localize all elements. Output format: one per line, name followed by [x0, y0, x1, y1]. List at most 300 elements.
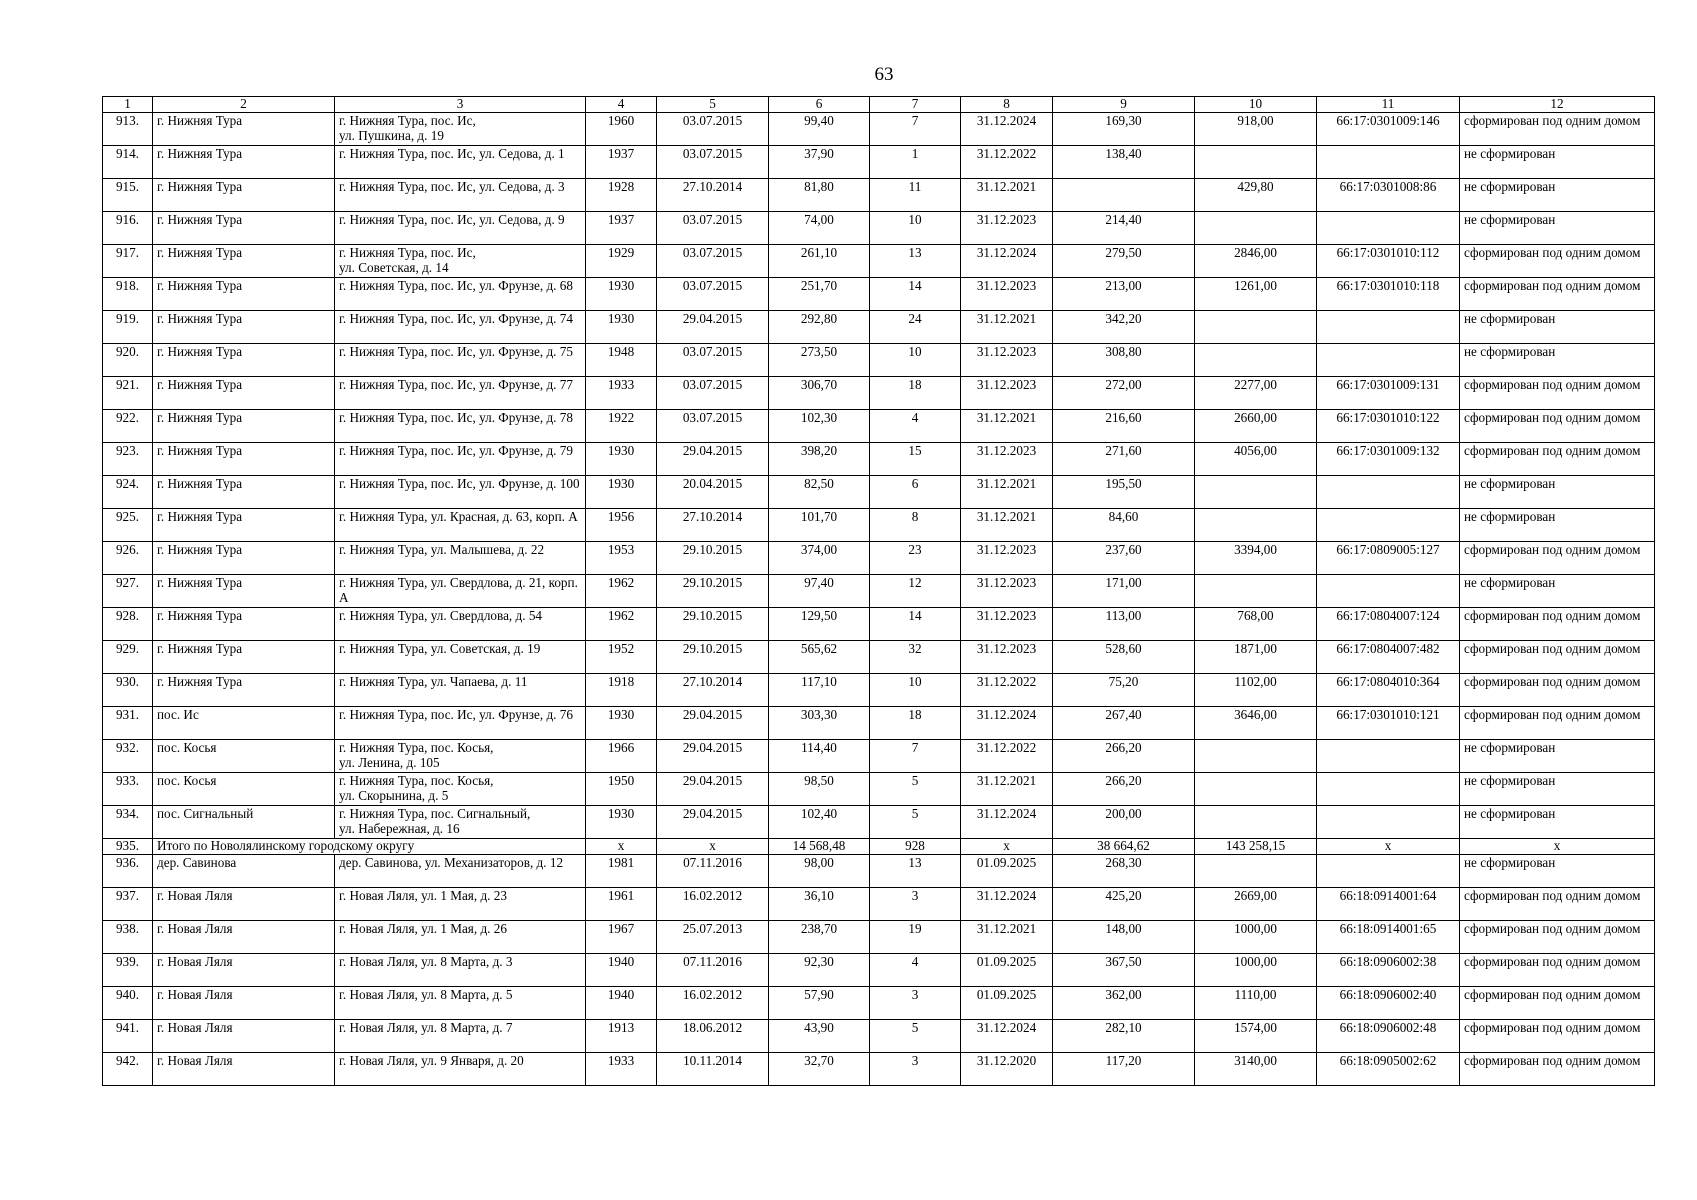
row-number-cell: 922. — [103, 410, 153, 443]
resettlement-deadline-cell: 31.12.2022 — [961, 674, 1053, 707]
residents-count-cell: 18 — [870, 707, 961, 740]
column-9-value-cell: 84,60 — [1053, 509, 1195, 542]
column-9-value-cell: 213,00 — [1053, 278, 1195, 311]
table-row — [103, 707, 1655, 740]
row-number-cell: 915. — [103, 179, 153, 212]
settlement-cell: г. Нижняя Тура — [153, 443, 335, 476]
settlement-cell: г. Нижняя Тура — [153, 410, 335, 443]
area-cell: 102,40 — [769, 806, 870, 839]
land-plot-status-cell: сформирован под одним домом — [1460, 608, 1655, 641]
land-area-cell — [1195, 740, 1317, 773]
area-cell: 273,50 — [769, 344, 870, 377]
row-number-cell: 938. — [103, 921, 153, 954]
land-plot-status-cell: не сформирован — [1460, 806, 1655, 839]
column-9-value-cell: 425,20 — [1053, 888, 1195, 921]
area-cell: 114,40 — [769, 740, 870, 773]
row-number-cell: 937. — [103, 888, 153, 921]
resettlement-deadline-cell: 31.12.2023 — [961, 542, 1053, 575]
row-number-cell: 931. — [103, 707, 153, 740]
resettlement-deadline-cell: 01.09.2025 — [961, 855, 1053, 888]
address-cell: г. Нижняя Тура, пос. Косья, ул. Скорынина, д. 5 — [335, 773, 586, 806]
table-row — [103, 542, 1655, 575]
land-plot-status-cell: не сформирован — [1460, 179, 1655, 212]
column-9-value-cell: 362,00 — [1053, 987, 1195, 1020]
table-row — [103, 146, 1655, 179]
area-cell: 98,00 — [769, 855, 870, 888]
land-plot-status-cell: не сформирован — [1460, 311, 1655, 344]
column-9-value-cell: 169,30 — [1053, 113, 1195, 146]
residents-count-cell: 11 — [870, 179, 961, 212]
column-header: 10 — [1195, 97, 1317, 113]
cadastral-number-cell — [1317, 773, 1460, 806]
address-cell: дер. Савинова, ул. Механизаторов, д. 12 — [335, 855, 586, 888]
address-cell: г. Нижняя Тура, пос. Ис, ул. Фрунзе, д. 68 — [335, 278, 586, 311]
area-cell: 92,30 — [769, 954, 870, 987]
column-header: 9 — [1053, 97, 1195, 113]
column-9-value-cell: 216,60 — [1053, 410, 1195, 443]
row-number-cell: 936. — [103, 855, 153, 888]
row-number-cell: 920. — [103, 344, 153, 377]
housing-register-table — [102, 96, 1655, 1086]
settlement-cell: г. Новая Ляля — [153, 1020, 335, 1053]
cadastral-number-cell: 66:18:0905002:62 — [1317, 1053, 1460, 1086]
column-9-value-cell: 279,50 — [1053, 245, 1195, 278]
settlement-cell: пос. Косья — [153, 740, 335, 773]
residents-count-cell: 3 — [870, 888, 961, 921]
recognition-date-cell: 03.07.2015 — [657, 245, 769, 278]
address-cell: г. Нижняя Тура, ул. Красная, д. 63, корп. А — [335, 509, 586, 542]
row-number-cell: 941. — [103, 1020, 153, 1053]
row-number-cell: 932. — [103, 740, 153, 773]
column-header: 1 — [103, 97, 153, 113]
table-row — [103, 806, 1655, 839]
table-row — [103, 443, 1655, 476]
resettlement-deadline-cell: 31.12.2024 — [961, 806, 1053, 839]
table-row — [103, 245, 1655, 278]
area-cell: 57,90 — [769, 987, 870, 1020]
table-row — [103, 575, 1655, 608]
table-row — [103, 888, 1655, 921]
recognition-date-cell: 03.07.2015 — [657, 410, 769, 443]
column-9-value-cell: 113,00 — [1053, 608, 1195, 641]
settlement-cell: г. Новая Ляля — [153, 987, 335, 1020]
row-number-cell: 924. — [103, 476, 153, 509]
recognition-date-cell: 29.04.2015 — [657, 311, 769, 344]
row-number-cell: 923. — [103, 443, 153, 476]
cadastral-number-cell — [1317, 212, 1460, 245]
settlement-cell: г. Нижняя Тура — [153, 311, 335, 344]
residents-count-cell: 10 — [870, 344, 961, 377]
address-cell: г. Нижняя Тура, пос. Ис, ул. Седова, д. 3 — [335, 179, 586, 212]
cadastral-number-cell: 66:17:0804007:124 — [1317, 608, 1460, 641]
land-area-cell: 1000,00 — [1195, 954, 1317, 987]
recognition-date-cell: 25.07.2013 — [657, 921, 769, 954]
settlement-cell: г. Нижняя Тура — [153, 542, 335, 575]
cadastral-number-cell — [1317, 476, 1460, 509]
land-area-cell — [1195, 212, 1317, 245]
table-row — [103, 1053, 1655, 1086]
address-cell: г. Нижняя Тура, ул. Свердлова, д. 54 — [335, 608, 586, 641]
year-built-cell: 1940 — [586, 954, 657, 987]
resettlement-deadline-cell: 31.12.2023 — [961, 212, 1053, 245]
address-cell: г. Новая Ляля, ул. 1 Мая, д. 23 — [335, 888, 586, 921]
recognition-date-cell: 29.04.2015 — [657, 707, 769, 740]
residents-total-cell: 928 — [870, 839, 961, 855]
column-9-value-cell: 195,50 — [1053, 476, 1195, 509]
address-cell: г. Нижняя Тура, пос. Ис, ул. Фрунзе, д. 76 — [335, 707, 586, 740]
area-cell: 117,10 — [769, 674, 870, 707]
area-cell: 81,80 — [769, 179, 870, 212]
settlement-cell: пос. Сигнальный — [153, 806, 335, 839]
recognition-date-cell: 29.04.2015 — [657, 740, 769, 773]
residents-count-cell: 7 — [870, 740, 961, 773]
recognition-date-cell: 27.10.2014 — [657, 509, 769, 542]
land-area-cell — [1195, 344, 1317, 377]
resettlement-deadline-cell: 01.09.2025 — [961, 954, 1053, 987]
address-cell: г. Нижняя Тура, пос. Ис, ул. Седова, д. 9 — [335, 212, 586, 245]
recognition-date-cell: 16.02.2012 — [657, 888, 769, 921]
land-area-cell — [1195, 146, 1317, 179]
recognition-date-cell: x — [657, 839, 769, 855]
area-cell: 565,62 — [769, 641, 870, 674]
settlement-cell: г. Нижняя Тура — [153, 179, 335, 212]
column-header: 3 — [335, 97, 586, 113]
land-plot-status-cell: не сформирован — [1460, 575, 1655, 608]
resettlement-deadline-cell: 31.12.2021 — [961, 773, 1053, 806]
row-number-cell: 917. — [103, 245, 153, 278]
address-cell: г. Нижняя Тура, пос. Сигнальный, ул. Набережная, д. 16 — [335, 806, 586, 839]
column-9-value-cell: 266,20 — [1053, 740, 1195, 773]
residents-count-cell: 5 — [870, 1020, 961, 1053]
land-area-cell: 4056,00 — [1195, 443, 1317, 476]
table-row — [103, 278, 1655, 311]
residents-count-cell: 13 — [870, 245, 961, 278]
cadastral-number-cell: 66:17:0301010:118 — [1317, 278, 1460, 311]
land-area-cell — [1195, 575, 1317, 608]
year-built-cell: 1930 — [586, 707, 657, 740]
land-plot-status-cell: сформирован под одним домом — [1460, 1053, 1655, 1086]
residents-count-cell: 6 — [870, 476, 961, 509]
column-9-value-cell: 171,00 — [1053, 575, 1195, 608]
column-9-value-cell — [1053, 179, 1195, 212]
table-row — [103, 608, 1655, 641]
land-plot-status-cell: не сформирован — [1460, 509, 1655, 542]
land-area-cell: 429,80 — [1195, 179, 1317, 212]
area-cell: 97,40 — [769, 575, 870, 608]
residents-count-cell: 10 — [870, 674, 961, 707]
resettlement-deadline-cell: 31.12.2021 — [961, 179, 1053, 212]
cadastral-number-cell: 66:18:0906002:48 — [1317, 1020, 1460, 1053]
column-9-value-cell: 237,60 — [1053, 542, 1195, 575]
settlement-cell: г. Нижняя Тура — [153, 278, 335, 311]
column-header: 5 — [657, 97, 769, 113]
total-row — [103, 839, 1655, 855]
residents-count-cell: 32 — [870, 641, 961, 674]
area-cell: 74,00 — [769, 212, 870, 245]
total-label-cell: Итого по Новолялинскому городскому округу — [153, 839, 586, 855]
resettlement-deadline-cell: 31.12.2022 — [961, 146, 1053, 179]
recognition-date-cell: 27.10.2014 — [657, 179, 769, 212]
year-built-cell: 1918 — [586, 674, 657, 707]
cadastral-number-cell: 66:18:0906002:38 — [1317, 954, 1460, 987]
column-9-value-cell: 342,20 — [1053, 311, 1195, 344]
land-area-cell — [1195, 311, 1317, 344]
cadastral-number-cell — [1317, 740, 1460, 773]
row-number-cell: 929. — [103, 641, 153, 674]
land-area-cell — [1195, 509, 1317, 542]
cadastral-number-cell: 66:17:0301008:86 — [1317, 179, 1460, 212]
settlement-cell: г. Нижняя Тура — [153, 377, 335, 410]
row-number-cell: 927. — [103, 575, 153, 608]
table-row — [103, 855, 1655, 888]
table-row — [103, 509, 1655, 542]
land-plot-status-cell: сформирован под одним домом — [1460, 641, 1655, 674]
cadastral-number-cell — [1317, 344, 1460, 377]
row-number-cell: 939. — [103, 954, 153, 987]
table-row — [103, 476, 1655, 509]
table-row — [103, 179, 1655, 212]
residents-count-cell: 14 — [870, 278, 961, 311]
recognition-date-cell: 29.10.2015 — [657, 575, 769, 608]
table-row — [103, 212, 1655, 245]
settlement-cell: г. Новая Ляля — [153, 954, 335, 987]
row-number-cell: 921. — [103, 377, 153, 410]
column-9-value-cell: 138,40 — [1053, 146, 1195, 179]
settlement-cell: г. Нижняя Тура — [153, 575, 335, 608]
land-plot-status-cell: сформирован под одним домом — [1460, 278, 1655, 311]
land-plot-status-cell: сформирован под одним домом — [1460, 888, 1655, 921]
recognition-date-cell: 03.07.2015 — [657, 146, 769, 179]
cadastral-number-cell — [1317, 575, 1460, 608]
resettlement-deadline-cell: x — [961, 839, 1053, 855]
address-cell: г. Нижняя Тура, ул. Малышева, д. 22 — [335, 542, 586, 575]
address-cell: г. Нижняя Тура, пос. Ис, ул. Фрунзе, д. 78 — [335, 410, 586, 443]
year-built-cell: 1953 — [586, 542, 657, 575]
land-area-cell: 1261,00 — [1195, 278, 1317, 311]
resettlement-deadline-cell: 31.12.2020 — [961, 1053, 1053, 1086]
settlement-cell: г. Нижняя Тура — [153, 476, 335, 509]
resettlement-deadline-cell: 31.12.2023 — [961, 608, 1053, 641]
column-9-value-cell: 75,20 — [1053, 674, 1195, 707]
column-9-value-cell: 266,20 — [1053, 773, 1195, 806]
recognition-date-cell: 20.04.2015 — [657, 476, 769, 509]
table-row — [103, 773, 1655, 806]
year-built-cell: 1967 — [586, 921, 657, 954]
column-9-value-cell: 268,30 — [1053, 855, 1195, 888]
year-built-cell: 1962 — [586, 608, 657, 641]
area-cell: 37,90 — [769, 146, 870, 179]
row-number-cell: 935. — [103, 839, 153, 855]
column-9-value-cell: 214,40 — [1053, 212, 1195, 245]
residents-count-cell: 5 — [870, 773, 961, 806]
row-number-cell: 934. — [103, 806, 153, 839]
address-cell: г. Нижняя Тура, пос. Ис, ул. Фрунзе, д. 75 — [335, 344, 586, 377]
cadastral-number-cell: 66:17:0301009:131 — [1317, 377, 1460, 410]
column-number-header-row — [103, 97, 1655, 113]
cadastral-number-cell: 66:17:0804007:482 — [1317, 641, 1460, 674]
resettlement-deadline-cell: 31.12.2023 — [961, 641, 1053, 674]
land-plot-status-cell: сформирован под одним домом — [1460, 542, 1655, 575]
area-cell: 303,30 — [769, 707, 870, 740]
resettlement-deadline-cell: 31.12.2021 — [961, 509, 1053, 542]
land-plot-status-cell: сформирован под одним домом — [1460, 954, 1655, 987]
year-built-cell: 1930 — [586, 278, 657, 311]
area-cell: 43,90 — [769, 1020, 870, 1053]
column-header: 7 — [870, 97, 961, 113]
column-9-value-cell: 367,50 — [1053, 954, 1195, 987]
area-cell: 101,70 — [769, 509, 870, 542]
residents-count-cell: 13 — [870, 855, 961, 888]
recognition-date-cell: 29.10.2015 — [657, 641, 769, 674]
cadastral-number-cell — [1317, 806, 1460, 839]
residents-count-cell: 5 — [870, 806, 961, 839]
address-cell: г. Новая Ляля, ул. 8 Марта, д. 5 — [335, 987, 586, 1020]
address-cell: г. Новая Ляля, ул. 9 Января, д. 20 — [335, 1053, 586, 1086]
column-9-value-cell: 267,40 — [1053, 707, 1195, 740]
residents-count-cell: 4 — [870, 410, 961, 443]
cadastral-number-cell — [1317, 311, 1460, 344]
residents-count-cell: 19 — [870, 921, 961, 954]
year-built-cell: 1928 — [586, 179, 657, 212]
land-area-cell — [1195, 806, 1317, 839]
recognition-date-cell: 16.02.2012 — [657, 987, 769, 1020]
residents-count-cell: 3 — [870, 1053, 961, 1086]
column-9-value-cell: 117,20 — [1053, 1053, 1195, 1086]
land-plot-status-cell: сформирован под одним домом — [1460, 245, 1655, 278]
recognition-date-cell: 27.10.2014 — [657, 674, 769, 707]
area-cell: 398,20 — [769, 443, 870, 476]
residents-count-cell: 24 — [870, 311, 961, 344]
settlement-cell: г. Новая Ляля — [153, 921, 335, 954]
address-cell: г. Нижняя Тура, пос. Ис, ул. Пушкина, д. 19 — [335, 113, 586, 146]
resettlement-deadline-cell: 31.12.2023 — [961, 377, 1053, 410]
address-cell: г. Новая Ляля, ул. 8 Марта, д. 7 — [335, 1020, 586, 1053]
row-number-cell: 942. — [103, 1053, 153, 1086]
cadastral-number-cell — [1317, 146, 1460, 179]
address-cell: г. Новая Ляля, ул. 8 Марта, д. 3 — [335, 954, 586, 987]
year-built-cell: 1933 — [586, 1053, 657, 1086]
resettlement-deadline-cell: 31.12.2022 — [961, 740, 1053, 773]
table-row — [103, 987, 1655, 1020]
resettlement-deadline-cell: 31.12.2024 — [961, 113, 1053, 146]
area-cell: 238,70 — [769, 921, 870, 954]
cadastral-number-cell: 66:18:0906002:40 — [1317, 987, 1460, 1020]
land-area-cell: 1000,00 — [1195, 921, 1317, 954]
recognition-date-cell: 29.10.2015 — [657, 608, 769, 641]
land-area-cell: 2846,00 — [1195, 245, 1317, 278]
area-cell: 292,80 — [769, 311, 870, 344]
resettlement-deadline-cell: 31.12.2024 — [961, 1020, 1053, 1053]
resettlement-deadline-cell: 31.12.2023 — [961, 278, 1053, 311]
recognition-date-cell: 29.04.2015 — [657, 773, 769, 806]
cadastral-number-cell — [1317, 855, 1460, 888]
cadastral-number-cell: 66:17:0301010:122 — [1317, 410, 1460, 443]
year-built-cell: 1930 — [586, 476, 657, 509]
year-built-cell: 1930 — [586, 806, 657, 839]
residents-count-cell: 3 — [870, 987, 961, 1020]
column-9-value-cell: 308,80 — [1053, 344, 1195, 377]
land-area-cell: 1102,00 — [1195, 674, 1317, 707]
land-area-cell: 918,00 — [1195, 113, 1317, 146]
recognition-date-cell: 03.07.2015 — [657, 113, 769, 146]
column-header: 4 — [586, 97, 657, 113]
table-row — [103, 641, 1655, 674]
address-cell: г. Нижняя Тура, пос. Ис, ул. Фрунзе, д. 74 — [335, 311, 586, 344]
year-built-cell: 1961 — [586, 888, 657, 921]
recognition-date-cell: 07.11.2016 — [657, 855, 769, 888]
year-built-cell: 1930 — [586, 311, 657, 344]
resettlement-deadline-cell: 31.12.2023 — [961, 575, 1053, 608]
resettlement-deadline-cell: 31.12.2021 — [961, 410, 1053, 443]
year-built-cell: 1956 — [586, 509, 657, 542]
residents-count-cell: 23 — [870, 542, 961, 575]
land-area-cell — [1195, 476, 1317, 509]
area-cell: 82,50 — [769, 476, 870, 509]
land-plot-status-cell: не сформирован — [1460, 212, 1655, 245]
settlement-cell: г. Нижняя Тура — [153, 113, 335, 146]
row-number-cell: 914. — [103, 146, 153, 179]
cadastral-number-cell: 66:17:0301010:121 — [1317, 707, 1460, 740]
area-cell: 99,40 — [769, 113, 870, 146]
settlement-cell: г. Новая Ляля — [153, 888, 335, 921]
resettlement-deadline-cell: 31.12.2021 — [961, 311, 1053, 344]
address-cell: г. Нижняя Тура, ул. Советская, д. 19 — [335, 641, 586, 674]
area-cell: 374,00 — [769, 542, 870, 575]
row-number-cell: 916. — [103, 212, 153, 245]
address-cell: г. Нижняя Тура, пос. Ис, ул. Советская, д. 14 — [335, 245, 586, 278]
column-9-value-cell: 148,00 — [1053, 921, 1195, 954]
row-number-cell: 928. — [103, 608, 153, 641]
row-number-cell: 940. — [103, 987, 153, 1020]
area-cell: 32,70 — [769, 1053, 870, 1086]
land-plot-status-cell: сформирован под одним домом — [1460, 921, 1655, 954]
settlement-cell: г. Нижняя Тура — [153, 146, 335, 179]
settlement-cell: г. Нижняя Тура — [153, 509, 335, 542]
resettlement-deadline-cell: 31.12.2021 — [961, 476, 1053, 509]
area-cell: 129,50 — [769, 608, 870, 641]
settlement-cell: г. Нижняя Тура — [153, 212, 335, 245]
settlement-cell: г. Нижняя Тура — [153, 344, 335, 377]
recognition-date-cell: 03.07.2015 — [657, 344, 769, 377]
land-plot-status-cell: сформирован под одним домом — [1460, 113, 1655, 146]
area-cell: 261,10 — [769, 245, 870, 278]
land-plot-status-cell: сформирован под одним домом — [1460, 1020, 1655, 1053]
resettlement-deadline-cell: 01.09.2025 — [961, 987, 1053, 1020]
cadastral-number-cell: 66:17:0809005:127 — [1317, 542, 1460, 575]
year-built-cell: 1929 — [586, 245, 657, 278]
area-cell: 36,10 — [769, 888, 870, 921]
row-number-cell: 918. — [103, 278, 153, 311]
land-plot-status-cell: сформирован под одним домом — [1460, 410, 1655, 443]
land-area-total-cell: 143 258,15 — [1195, 839, 1317, 855]
year-built-cell: 1960 — [586, 113, 657, 146]
year-built-cell: 1948 — [586, 344, 657, 377]
land-plot-status-cell: сформирован под одним домом — [1460, 674, 1655, 707]
land-plot-status-cell: не сформирован — [1460, 146, 1655, 179]
table-row — [103, 311, 1655, 344]
year-built-cell: 1950 — [586, 773, 657, 806]
cadastral-number-cell: x — [1317, 839, 1460, 855]
address-cell: г. Нижняя Тура, пос. Ис, ул. Фрунзе, д. 100 — [335, 476, 586, 509]
year-built-cell: 1962 — [586, 575, 657, 608]
area-cell: 251,70 — [769, 278, 870, 311]
column-9-value-cell: 282,10 — [1053, 1020, 1195, 1053]
land-plot-status-cell: не сформирован — [1460, 476, 1655, 509]
column-header: 6 — [769, 97, 870, 113]
column-9-total-cell: 38 664,62 — [1053, 839, 1195, 855]
row-number-cell: 933. — [103, 773, 153, 806]
residents-count-cell: 8 — [870, 509, 961, 542]
